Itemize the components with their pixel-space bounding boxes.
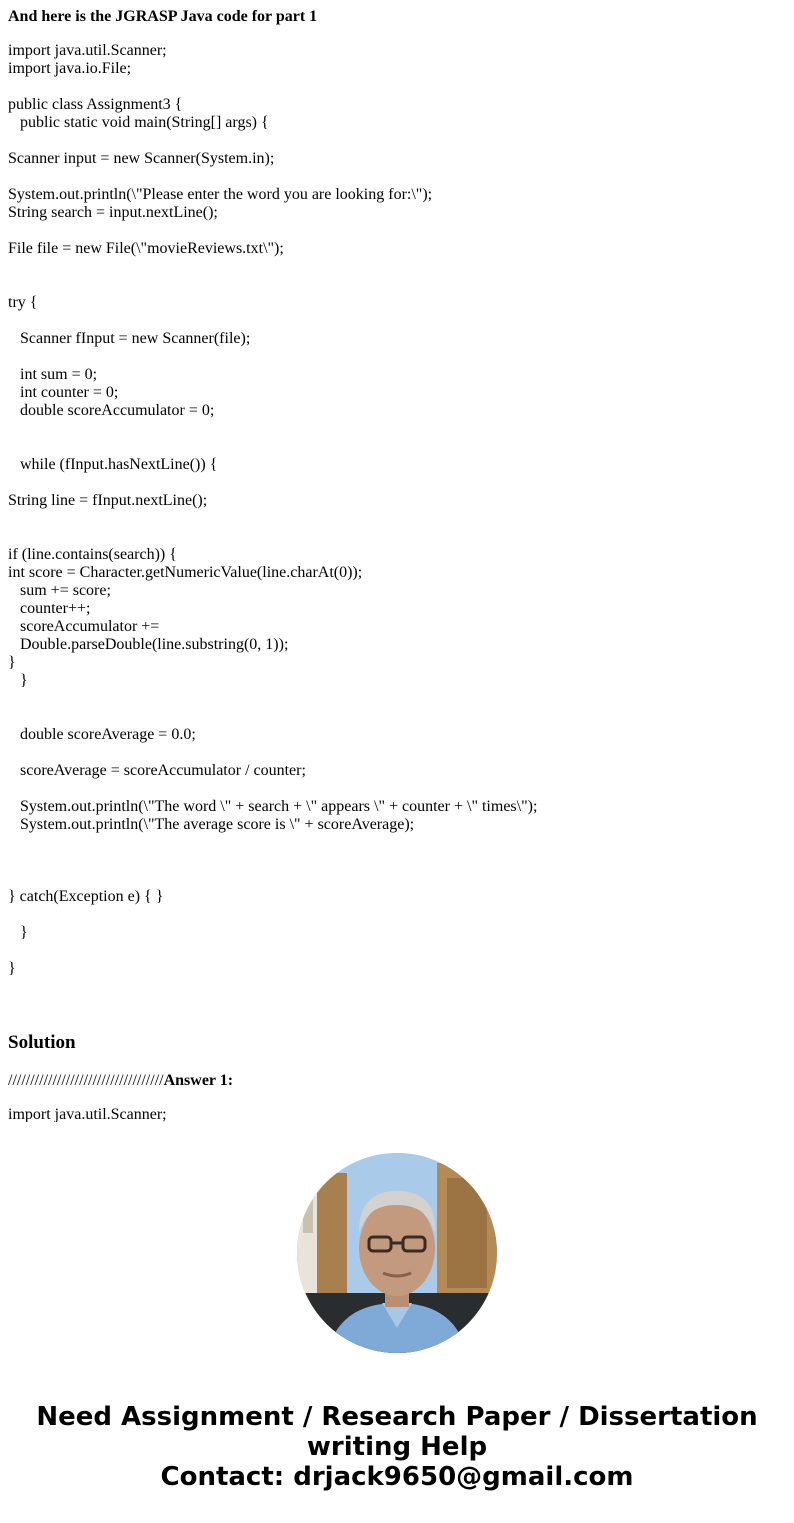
code-line	[8, 78, 786, 96]
code-line: int score = Character.getNumericValue(line.charAt(0));	[8, 564, 363, 581]
question-content	[8, 0, 786, 978]
code-line: Scanner fInput = new Scanner(file);	[8, 330, 251, 347]
promo-line-1: Need Assignment / Research Paper / Dissertation	[36, 1402, 758, 1432]
code-line	[8, 834, 786, 852]
code-line	[8, 438, 786, 456]
code-line	[8, 708, 786, 726]
code-line: if (line.contains(search)) {	[8, 546, 177, 563]
answer-slashes: ///////////////////////////////////	[8, 1072, 164, 1089]
code-line	[8, 348, 786, 366]
solution-first-line: import java.util.Scanner;	[8, 1106, 167, 1122]
code-line: }	[8, 654, 16, 671]
code-line: double scoreAccumulator = 0;	[8, 402, 215, 419]
code-line: double scoreAverage = 0.0;	[8, 726, 196, 743]
code-line	[8, 510, 786, 528]
code-line	[8, 870, 786, 888]
code-line	[8, 168, 786, 186]
code-line: } catch(Exception e) { }	[8, 888, 164, 905]
code-line	[8, 528, 786, 546]
code-line: public static void main(String[] args) {	[8, 114, 269, 131]
code-line	[8, 852, 786, 870]
answer-heading	[8, 1072, 233, 1090]
code-block	[8, 42, 786, 978]
code-line: System.out.println(\"The average score is \" + scoreAverage);	[8, 816, 415, 833]
code-line: import java.io.File;	[8, 60, 132, 77]
code-line: try {	[8, 294, 38, 311]
code-line	[8, 258, 786, 276]
code-line: int counter = 0;	[8, 384, 119, 401]
code-line	[8, 312, 786, 330]
code-line	[8, 744, 786, 762]
code-line: int sum = 0;	[8, 366, 98, 383]
code-line: File file = new File(\"movieReviews.txt\");	[8, 240, 284, 257]
promo-contact: Contact: drjack9650@gmail.com	[160, 1462, 634, 1492]
code-line: String search = input.nextLine();	[8, 204, 218, 221]
promo-banner	[0, 1402, 794, 1492]
solution-title: Solution	[8, 1032, 76, 1053]
code-line	[8, 690, 786, 708]
code-line: sum += score;	[8, 582, 111, 599]
code-line	[8, 276, 786, 294]
code-line	[8, 222, 786, 240]
code-line: System.out.println(\"The word \" + search + \" appears \" + counter + \" times\");	[8, 798, 538, 815]
code-line: import java.util.Scanner;	[8, 42, 167, 59]
question-heading: And here is the JGRASP Java code for part 1	[8, 8, 318, 25]
code-line	[8, 420, 786, 438]
code-line: Scanner input = new Scanner(System.in);	[8, 150, 275, 167]
code-line: while (fInput.hasNextLine()) {	[8, 456, 218, 473]
code-line: }	[8, 960, 16, 977]
code-line	[8, 132, 786, 150]
code-line: String line = fInput.nextLine();	[8, 492, 208, 509]
code-line: scoreAccumulator +=	[8, 618, 160, 635]
code-line: counter++;	[8, 600, 91, 617]
code-line: public class Assignment3 {	[8, 96, 183, 113]
code-line: scoreAverage = scoreAccumulator / counter;	[8, 762, 306, 779]
code-line	[8, 474, 786, 492]
code-line: Double.parseDouble(line.substring(0, 1));	[8, 636, 289, 653]
promo-line-2: writing Help	[306, 1432, 488, 1462]
answer-label: Answer 1:	[163, 1072, 234, 1089]
author-photo	[297, 1153, 497, 1353]
code-line: }	[8, 924, 28, 941]
code-line	[8, 942, 786, 960]
code-line: }	[8, 672, 28, 689]
code-line	[8, 906, 786, 924]
code-line: System.out.println(\"Please enter the word you are looking for:\");	[8, 186, 433, 203]
author-avatar	[297, 1153, 497, 1353]
code-line	[8, 780, 786, 798]
